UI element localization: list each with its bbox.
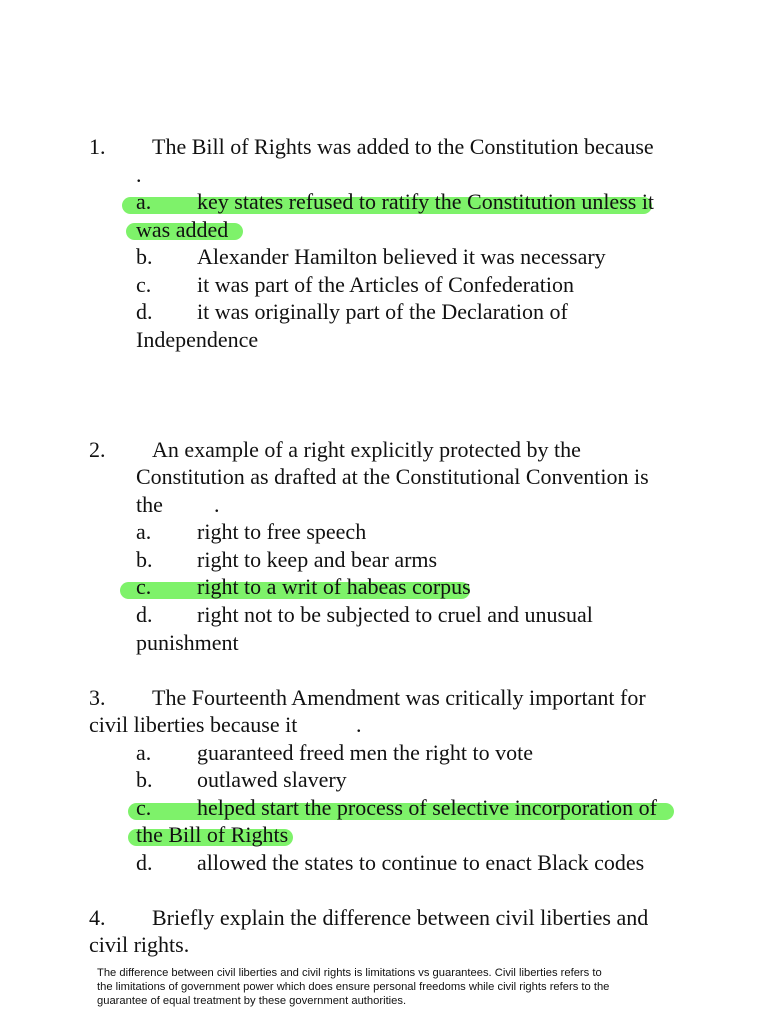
q1-option-a-line1: key states refused to ratify the Constitution unless it: [197, 189, 655, 214]
q3-stem-line2: civil liberties because it: [89, 712, 298, 737]
q3-option-c-line2: the Bill of Rights: [136, 822, 289, 847]
q3-stem-line1: The Fourteenth Amendment was critically important for: [152, 685, 646, 710]
q3-option-b-letter: b.: [136, 767, 153, 792]
q3-option-b-line1: outlawed slavery: [197, 767, 347, 792]
q2-stem-line1: An example of a right explicitly protected by the: [152, 437, 581, 462]
q2-stem-line2: Constitution as drafted at the Constitutional Convention is: [136, 464, 649, 489]
q2-option-d-letter: d.: [136, 602, 153, 627]
q3-stem-blank: .: [356, 712, 362, 737]
q3-option-a-letter: a.: [136, 740, 152, 765]
q3-option-d-letter: d.: [136, 850, 153, 875]
q1-option-a-letter: a.: [136, 189, 152, 214]
q1-option-c-line1: it was part of the Articles of Confederation: [197, 272, 574, 297]
q2-option-b-line1: right to keep and bear arms: [197, 547, 438, 572]
q4-number: 4.: [89, 905, 106, 930]
q1-option-d-line2: Independence: [136, 327, 259, 352]
q1-option-d-letter: d.: [136, 299, 153, 324]
q3-option-d-line1: allowed the states to continue to enact Black codes: [197, 850, 645, 875]
q3-number: 3.: [89, 685, 106, 710]
q4-stem-line1: Briefly explain the difference between civil liberties and: [152, 905, 649, 930]
q2-option-a-line1: right to free speech: [197, 519, 367, 544]
q3-option-c-letter: c.: [136, 795, 152, 820]
q1-stem-line1: The Bill of Rights was added to the Constitution because: [152, 134, 654, 159]
q1-option-a-line2: was added: [136, 217, 229, 242]
q4-stem-line2: civil rights.: [89, 932, 190, 957]
q3-option-a-line1: guaranteed freed men the right to vote: [197, 740, 533, 765]
q1-option-b-line1: Alexander Hamilton believed it was necessary: [197, 244, 606, 269]
q3-option-c-line1: helped start the process of selective incorporation of: [197, 795, 658, 820]
q2-number: 2.: [89, 437, 106, 462]
q2-option-b-letter: b.: [136, 547, 153, 572]
q2-option-c-line1: right to a writ of habeas corpus: [197, 574, 471, 599]
q1-option-b-letter: b.: [136, 244, 153, 269]
q4-typed-answer: The difference between civil liberties and civil rights is limitations vs guarantees. Civil liberties refers to the limitations of government power which does ensure personal freedoms while civil rights refers to the guarantee of equal treatment by these government authorities.: [97, 967, 610, 1007]
q2-option-a-letter: a.: [136, 519, 152, 544]
q2-stem-line3: the: [136, 492, 163, 517]
q1-stem-blank: .: [136, 162, 142, 187]
q2-option-d-line1: right not to be subjected to cruel and unusual: [197, 602, 593, 627]
q2-stem-blank: .: [214, 492, 220, 517]
q2-option-d-line2: punishment: [136, 630, 239, 655]
q1-option-d-line1: it was originally part of the Declaration of: [197, 299, 568, 324]
q1-number: 1.: [89, 134, 106, 159]
q2-option-c-letter: c.: [136, 574, 152, 599]
q1-option-c-letter: c.: [136, 272, 152, 297]
